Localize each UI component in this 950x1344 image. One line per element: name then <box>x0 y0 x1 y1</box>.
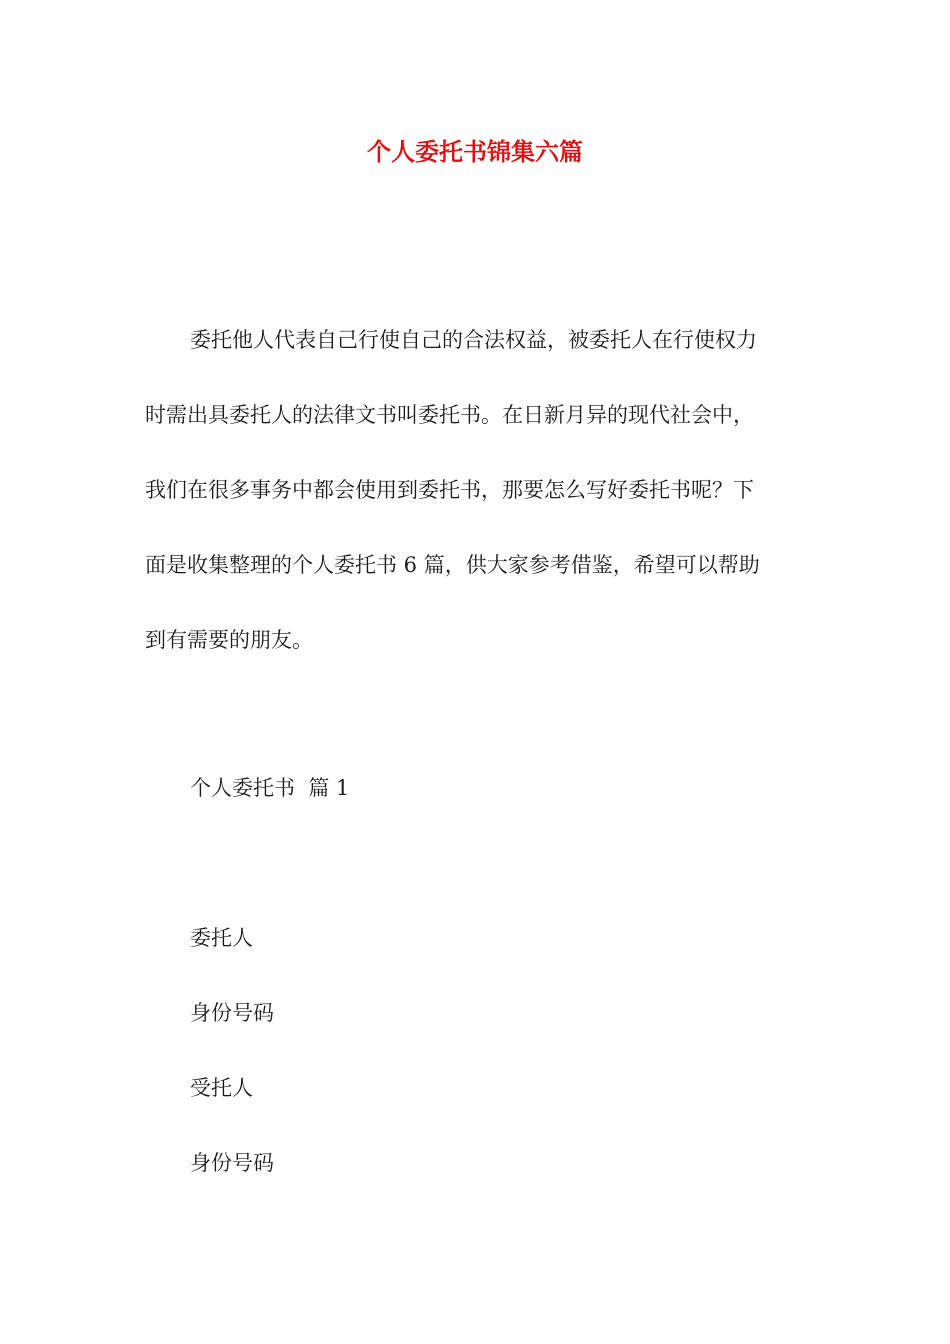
intro-line: 我们在很多事务中都会使用到委托书，那要怎么写好委托书呢？下 <box>145 478 754 502</box>
intro-line: 到有需要的朋友。 <box>145 628 313 652</box>
intro-line: 委托他人代表自己行使自己的合法权益，被委托人在行使权力 <box>190 328 757 352</box>
intro-line: 时需出具委托人的法律文书叫委托书。在日新月异的现代社会中， <box>145 403 754 427</box>
document-title: 个人委托书锦集六篇 <box>367 137 583 166</box>
field-label-agent-id: 身份号码 <box>190 1151 274 1175</box>
intro-paragraph <box>145 322 810 697</box>
field-label-principal: 委托人 <box>190 926 253 950</box>
section-heading: 个人委托书 篇 1 <box>190 776 350 800</box>
field-list <box>190 920 274 1220</box>
intro-line: 面是收集整理的个人委托书 6 篇，供大家参考借鉴，希望可以帮助 <box>145 553 760 577</box>
field-label-agent: 受托人 <box>190 1076 253 1100</box>
field-label-principal-id: 身份号码 <box>190 1001 274 1025</box>
